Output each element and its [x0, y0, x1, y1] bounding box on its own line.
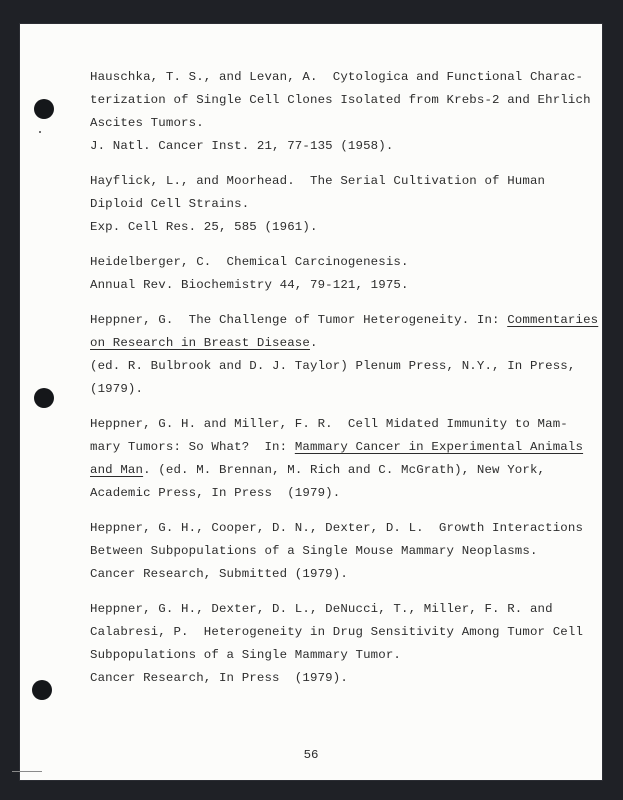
text-segment: Cancer Research, In Press (1979). [90, 671, 348, 685]
text-segment: Subpopulations of a Single Mammary Tumor. [90, 648, 402, 662]
punch-hole-top [34, 99, 54, 119]
reference-entry [90, 517, 590, 586]
reference-line [90, 413, 590, 436]
edge-mark [12, 771, 42, 772]
underlined-title: Commentaries [507, 313, 599, 327]
reference-line [90, 112, 590, 135]
text-segment: terization of Single Cell Clones Isolated from Krebs-2 and Ehrlich [90, 93, 591, 107]
reference-list [90, 66, 599, 702]
reference-line [90, 621, 590, 644]
text-segment: . (ed. M. Brennan, M. Rich and C. McGrath), New York, [143, 463, 546, 477]
text-segment: Calabresi, P. Heterogeneity in Drug Sensitivity Among Tumor Cell [90, 625, 584, 639]
reference-line [90, 193, 590, 216]
reference-line [90, 135, 590, 158]
reference-line [90, 482, 590, 505]
reference-line [90, 89, 590, 112]
reference-line [90, 170, 590, 193]
reference-line [90, 540, 590, 563]
reference-line [90, 251, 590, 274]
reference-line [90, 667, 590, 690]
text-segment: Academic Press, In Press (1979). [90, 486, 341, 500]
reference-line [90, 274, 590, 297]
reference-line [90, 378, 590, 401]
text-segment: Heppner, G. H., Cooper, D. N., Dexter, D. L. Growth Interactions [90, 521, 584, 535]
reference-line [90, 517, 590, 540]
reference-entry [90, 598, 590, 690]
paper-speck [39, 131, 41, 133]
reference-line [90, 309, 599, 332]
punch-hole-bottom [32, 680, 52, 700]
reference-line [90, 332, 590, 355]
reference-line [90, 66, 590, 89]
text-segment: J. Natl. Cancer Inst. 21, 77-135 (1958). [90, 139, 394, 153]
underlined-title: and Man [90, 463, 144, 477]
text-segment: (ed. R. Bulbrook and D. J. Taylor) Plenum Press, N.Y., In Press, [90, 359, 576, 373]
reference-entry [90, 251, 590, 297]
reference-entry [90, 309, 599, 401]
reference-entry [90, 170, 590, 239]
reference-line [90, 598, 590, 621]
reference-line [90, 436, 590, 459]
text-segment: Heppner, G. H. and Miller, F. R. Cell Midated Immunity to Mam- [90, 417, 568, 431]
text-segment: mary Tumors: So What? In: [90, 440, 295, 454]
reference-line [90, 355, 590, 378]
text-segment: Hauschka, T. S., and Levan, A. Cytologica and Functional Charac- [90, 70, 584, 84]
text-segment: Cancer Research, Submitted (1979). [90, 567, 348, 581]
text-segment: Hayflick, L., and Moorhead. The Serial Cultivation of Human [90, 174, 546, 188]
reference-line [90, 563, 590, 586]
text-segment: Exp. Cell Res. 25, 585 (1961). [90, 220, 318, 234]
text-segment: Annual Rev. Biochemistry 44, 79-121, 1975. [90, 278, 409, 292]
document-page [20, 24, 602, 780]
reference-line [90, 216, 590, 239]
underlined-title: on Research in Breast Disease [90, 336, 310, 350]
page-number: 56 [303, 748, 319, 762]
text-segment: Heppner, G. H., Dexter, D. L., DeNucci, T., Miller, F. R. and [90, 602, 553, 616]
reference-entry [90, 66, 590, 158]
text-segment: Ascites Tumors. [90, 116, 204, 130]
text-segment: Heidelberger, C. Chemical Carcinogenesis. [90, 255, 409, 269]
reference-line [90, 644, 590, 667]
text-segment: Diploid Cell Strains. [90, 197, 250, 211]
text-segment: Between Subpopulations of a Single Mouse Mammary Neoplasms. [90, 544, 538, 558]
underlined-title: Mammary Cancer in Experimental Animals [294, 440, 584, 454]
punch-hole-middle [34, 388, 54, 408]
text-segment: (1979). [90, 382, 144, 396]
reference-entry [90, 413, 590, 505]
text-segment: Heppner, G. The Challenge of Tumor Heterogeneity. In: [90, 313, 508, 327]
reference-line [90, 459, 590, 482]
text-segment: . [309, 336, 318, 350]
